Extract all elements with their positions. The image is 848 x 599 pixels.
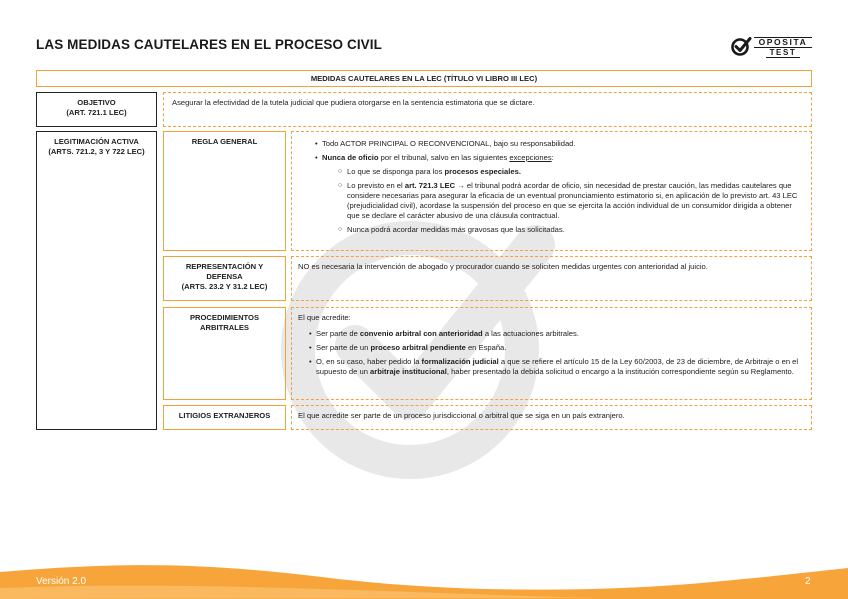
arbitrales-label-line-1: PROCEDIMIENTOS bbox=[189, 313, 260, 322]
text: O, en su caso, haber pedido la bbox=[316, 357, 422, 366]
representacion-label-line-2: DEFENSA bbox=[206, 272, 243, 281]
extranjeros-text: El que acredite ser parte de un proceso jurisdiccional o arbitral que se siga en un país extranjero. bbox=[291, 405, 812, 430]
underlined-text: excepciones bbox=[509, 153, 552, 162]
arbitrales-label bbox=[163, 307, 286, 400]
representacion-label-line-3: (ARTS. 23.2 Y 31.2 LEC) bbox=[181, 282, 268, 291]
list-item bbox=[298, 153, 805, 163]
version-label: Versión 2.0 bbox=[36, 576, 87, 587]
bold-text: formalización judicial bbox=[421, 357, 499, 366]
representacion-label bbox=[163, 256, 286, 301]
logo-line-1: OPOSITA bbox=[754, 37, 812, 48]
legitimacion-label bbox=[36, 131, 157, 430]
logo-wordmark bbox=[754, 37, 812, 55]
table-heading: MEDIDAS CAUTELARES EN LA LEC (TÍTULO VI LIBRO III LEC) bbox=[36, 70, 812, 87]
text: Ser parte de un bbox=[316, 343, 371, 352]
regla-general-label: REGLA GENERAL bbox=[163, 131, 286, 251]
objetivo-label-line-1: OBJETIVO bbox=[77, 98, 116, 107]
text: Lo previsto en el bbox=[347, 181, 405, 190]
arbitrales-intro: El que acredite: bbox=[298, 313, 351, 322]
bold-text: procesos especiales. bbox=[444, 167, 521, 176]
extranjeros-label: LITIGIOS EXTRANJEROS bbox=[163, 405, 286, 430]
arbitrales-content bbox=[291, 307, 812, 400]
text: → el tribunal podrá acordar de oficio, sin necesidad de prestar caución, las medidas cautelares que considere necesarias para asegurar la eficacia de un eventual pronunciamiento estimatorio si, en aplicación de lo previsto art. 43 LEC (prejudicialidad civil), acordase la suspensión del proceso en que se ejercita la acción individual de un consumidor dirigida a obtener que se declare el carácter abusivo de una cláusula contractual. bbox=[347, 181, 798, 220]
bold-text: proceso arbitral pendiente bbox=[370, 343, 466, 352]
text: : bbox=[551, 153, 554, 162]
text: Lo que se disponga para los bbox=[347, 167, 445, 176]
text: en España. bbox=[465, 343, 507, 352]
page-number: 2 bbox=[805, 576, 811, 587]
sub-list-item: ○ Nunca podrá acordar medidas más gravosas que las solicitadas. bbox=[298, 225, 805, 235]
text: por el tribunal, salvo en las siguientes bbox=[378, 153, 510, 162]
list-item bbox=[298, 357, 805, 377]
bold-text: convenio arbitral con anterioridad bbox=[359, 329, 483, 338]
text: a que se refiere el artículo 15 de la Ley 60/2003, de 23 de diciembre, de Arbitraje o en el supuesto de un bbox=[316, 357, 799, 376]
list-item: • Todo ACTOR PRINCIPAL O RECONVENCIONAL, bajo su responsabilidad. bbox=[298, 139, 805, 149]
text: Ser parte de bbox=[316, 329, 360, 338]
objetivo-label-line-2: (ART. 721.1 LEC) bbox=[66, 108, 127, 117]
representacion-label-line-1: REPRESENTACIÓN Y bbox=[185, 262, 264, 271]
sub-list-item bbox=[298, 167, 805, 177]
sub-list-item bbox=[298, 181, 805, 221]
objetivo-label bbox=[36, 92, 157, 127]
legitimacion-label-line-1: LEGITIMACIÓN ACTIVA bbox=[54, 137, 139, 146]
regla-general-content bbox=[291, 131, 812, 251]
arbitrales-label-line-2: ARBITRALES bbox=[200, 323, 249, 332]
list-item bbox=[298, 343, 805, 353]
oposita-test-logo bbox=[730, 35, 814, 59]
objetivo-text: Asegurar la efectividad de la tutela judicial que pudiera otorgarse en la sentencia estimatoria que se dictare. bbox=[163, 92, 812, 127]
checkmark-circle-icon bbox=[730, 35, 752, 57]
bold-text: art. 721.3 LEC bbox=[404, 181, 456, 190]
text: a las actuaciones arbitrales. bbox=[482, 329, 579, 338]
logo-line-2: TEST bbox=[766, 48, 800, 58]
legitimacion-label-line-2: (ARTS. 721.2, 3 Y 722 LEC) bbox=[48, 147, 145, 156]
bold-text: arbitraje institucional bbox=[370, 367, 447, 376]
representacion-text: NO es necesaria la intervención de abogado y procurador cuando se soliciten medidas urgentes con anterioridad al juicio. bbox=[291, 256, 812, 301]
text: , haber presentado la debida solicitud o encargo a la institución correspondiente según su Reglamento. bbox=[446, 367, 794, 376]
bold-text: Nunca de oficio bbox=[322, 153, 379, 162]
footer-band bbox=[0, 560, 848, 599]
page-title: LAS MEDIDAS CAUTELARES EN EL PROCESO CIVIL bbox=[36, 37, 382, 52]
list-item bbox=[298, 329, 805, 339]
